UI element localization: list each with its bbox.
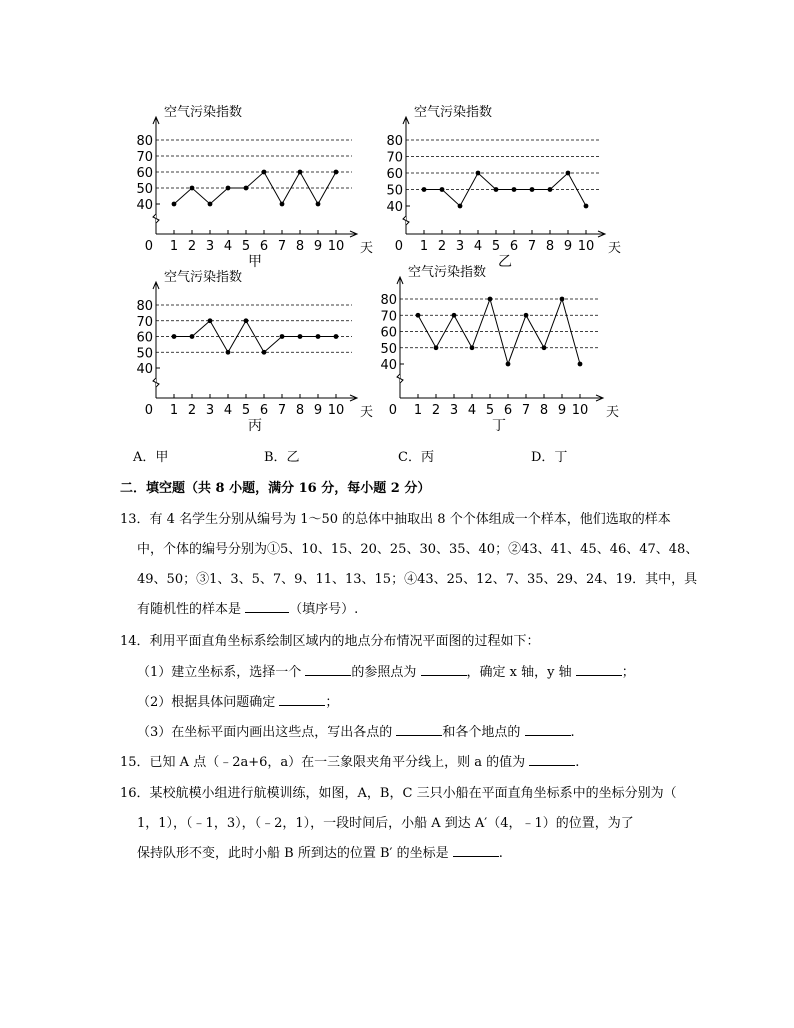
data-point-6 [262, 170, 267, 175]
q14-s3-text-b: 和各个地点的 [442, 725, 525, 740]
xtick-label-6: 6 [503, 403, 513, 418]
ytick-label-70: 70 [136, 314, 153, 330]
data-point-1 [422, 187, 427, 192]
data-point-2 [434, 345, 439, 350]
xtick-label-8: 8 [539, 403, 549, 418]
data-point-8 [298, 170, 303, 175]
q15-answer-blank[interactable] [529, 753, 575, 766]
data-point-7 [524, 313, 529, 318]
option-a[interactable]: A．甲 [133, 450, 169, 465]
ytick-label-50: 50 [136, 346, 153, 362]
q14-step2 [137, 691, 338, 710]
q13-answer-blank[interactable] [245, 600, 289, 613]
xtick-label-1: 1 [169, 239, 179, 254]
axis-break [403, 216, 409, 225]
q13-line2: 中，个体的编号分别为①5、10、15、20、25、30、35、40；②43、41、45、46、47、48、 [137, 542, 699, 557]
origin-label: 0 [144, 239, 153, 254]
ytick-label-40: 40 [136, 198, 153, 213]
section-title: 二．填空题（共 8 小题，满分 16 分，每小题 2 分） [120, 481, 431, 496]
xtick-label-7: 7 [277, 403, 287, 418]
chart-ding [380, 260, 625, 434]
xtick-label-3: 3 [205, 403, 215, 418]
chart-yi-svg [385, 100, 625, 270]
data-point-4 [226, 186, 231, 191]
chart-ytitle: 空气污染指数 [164, 105, 243, 120]
chart-name: 丁 [492, 418, 506, 434]
axis-break [397, 374, 403, 383]
data-point-4 [476, 171, 481, 176]
q13-line3: 49、50；③1、3、5、7、9、11、13、15；④43、25、12、7、35、29、24、19．其中，具 [137, 572, 698, 587]
xtick-label-1: 1 [169, 403, 179, 418]
q14-blank-1[interactable] [305, 663, 351, 676]
ytick-label-80: 80 [380, 293, 397, 308]
data-point-5 [244, 186, 249, 191]
q15-text: 15．已知 A 点（﹣2a+6，a）在一三象限夹角平分线上，则 a 的值为 [120, 755, 530, 770]
option-d[interactable]: D．丁 [531, 450, 568, 465]
data-point-8 [298, 334, 303, 339]
q14-s2-text-b: ； [325, 695, 339, 710]
ytick-label-60: 60 [136, 330, 153, 346]
xtick-label-2: 2 [187, 403, 197, 418]
data-point-10 [334, 334, 339, 339]
xtick-label-5: 5 [241, 239, 251, 254]
ytick-label-60: 60 [136, 166, 153, 181]
ytick-label-40: 40 [386, 200, 403, 215]
xtick-label-7: 7 [527, 239, 537, 254]
q14-s3-text-c: . [570, 725, 575, 740]
xtick-label-5: 5 [491, 239, 501, 254]
q16-line2: 1，1），（﹣1，3），（﹣2，1），一段时间后，小船 A 到达 A′（4，﹣1）的位置，为了 [137, 816, 634, 831]
ytick-label-70: 70 [380, 309, 397, 325]
q14-blank-5[interactable] [396, 723, 442, 736]
data-point-4 [470, 345, 475, 350]
option-c[interactable]: C．丙 [398, 450, 434, 465]
xtick-label-8: 8 [295, 239, 305, 254]
data-point-6 [262, 350, 267, 355]
chart-bing-svg [136, 265, 374, 434]
chart-name: 甲 [248, 254, 262, 270]
q14-s2-text-a: （2）根据具体问题确定 [137, 695, 280, 710]
chart-ytitle: 空气污染指数 [164, 270, 243, 285]
xtick-label-5: 5 [241, 403, 251, 418]
origin-label: 0 [388, 403, 397, 418]
xtick-label-9: 9 [563, 239, 573, 254]
q14-blank-4[interactable] [279, 693, 325, 706]
xtick-label-1: 1 [419, 239, 429, 254]
ytick-label-80: 80 [386, 134, 403, 149]
data-point-3 [452, 313, 457, 318]
x-unit-label: 天 [360, 405, 374, 420]
x-unit-label: 天 [608, 241, 622, 256]
xtick-label-10: 10 [577, 239, 595, 254]
chart-bing [136, 265, 374, 434]
data-point-5 [488, 297, 493, 302]
data-point-1 [172, 334, 177, 339]
data-point-1 [416, 313, 421, 318]
chart-ding-svg [380, 260, 625, 434]
chart-jia [136, 100, 374, 270]
axis-break [153, 378, 159, 387]
origin-label: 0 [394, 239, 403, 254]
q13-text: 有随机性的样本是 [137, 602, 246, 617]
option-b[interactable]: B．乙 [264, 450, 300, 465]
data-point-1 [172, 202, 177, 207]
xtick-label-4: 4 [467, 403, 477, 418]
q16-text: 保持队形不变，此时小船 B 所到达的位置 B′ 的坐标是 [137, 846, 453, 861]
q16-line3 [137, 842, 503, 861]
xtick-label-8: 8 [545, 239, 555, 254]
xtick-label-7: 7 [277, 239, 287, 254]
ytick-label-70: 70 [136, 150, 153, 165]
ytick-label-40: 40 [380, 358, 397, 373]
xtick-label-9: 9 [313, 403, 323, 418]
xtick-label-9: 9 [313, 239, 323, 254]
data-point-10 [334, 170, 339, 175]
chart-ytitle: 空气污染指数 [408, 265, 487, 280]
xtick-label-10: 10 [327, 239, 345, 254]
xtick-label-1: 1 [413, 403, 423, 418]
xtick-label-9: 9 [557, 403, 567, 418]
data-point-5 [494, 187, 499, 192]
data-point-8 [542, 345, 547, 350]
xtick-label-3: 3 [205, 239, 215, 254]
chart-ytitle: 空气污染指数 [414, 105, 493, 120]
xtick-label-2: 2 [431, 403, 441, 418]
ytick-label-70: 70 [386, 150, 403, 166]
data-point-6 [512, 187, 517, 192]
data-point-3 [208, 202, 213, 207]
xtick-label-6: 6 [259, 239, 269, 254]
origin-label: 0 [144, 403, 153, 418]
xtick-label-7: 7 [521, 403, 531, 418]
q14-blank-2[interactable] [421, 663, 467, 676]
chart-name: 乙 [498, 254, 512, 270]
chart-name: 丙 [248, 418, 262, 434]
data-point-7 [280, 202, 285, 207]
ytick-label-60: 60 [380, 325, 397, 341]
xtick-label-5: 5 [485, 403, 495, 418]
q14-s1-text-c: ，确定 x 轴，y 轴 [466, 665, 576, 680]
q14-s3-text-a: （3）在坐标平面内画出这些点，写出各点的 [137, 725, 397, 740]
data-point-7 [530, 187, 535, 192]
q14-step3 [137, 721, 575, 740]
xtick-label-2: 2 [437, 239, 447, 254]
q15-end: . [575, 755, 580, 770]
ytick-label-50: 50 [136, 182, 153, 197]
chart-yi [385, 100, 625, 269]
ytick-label-80: 80 [136, 134, 153, 149]
data-point-6 [506, 362, 511, 367]
data-point-9 [560, 297, 565, 302]
data-point-2 [190, 186, 195, 191]
answer-options [133, 446, 693, 464]
q14-s1-text-b: 的参照点为 [351, 665, 421, 680]
q16-answer-blank[interactable] [453, 844, 499, 857]
xtick-label-4: 4 [473, 239, 483, 254]
chart-jia-svg [136, 100, 374, 270]
xtick-label-6: 6 [509, 239, 519, 254]
data-point-10 [584, 204, 589, 209]
data-point-10 [578, 362, 583, 367]
data-point-4 [226, 350, 231, 355]
xtick-label-4: 4 [223, 403, 233, 418]
ytick-label-50: 50 [386, 183, 403, 199]
q14-s1-text-a: （1）建立坐标系，选择一个 [137, 665, 306, 680]
xtick-label-3: 3 [455, 239, 465, 254]
data-point-3 [458, 204, 463, 209]
data-point-9 [566, 171, 571, 176]
q15-line [120, 751, 579, 770]
q13-line1: 13．有 4 名学生分别从编号为 1～50 的总体中抽取出 8 个个体组成一个样本，他们选取的样本 [120, 512, 671, 527]
q14-line1: 14．利用平面直角坐标系绘制区域内的地点分布情况平面图的过程如下： [120, 634, 540, 649]
data-point-5 [244, 318, 249, 323]
xtick-label-3: 3 [449, 403, 459, 418]
xtick-label-10: 10 [571, 403, 589, 418]
q14-blank-3[interactable] [576, 663, 622, 676]
data-point-2 [190, 334, 195, 339]
xtick-label-8: 8 [295, 403, 305, 418]
data-point-2 [440, 187, 445, 192]
ytick-label-60: 60 [386, 167, 403, 182]
x-unit-label: 天 [360, 241, 374, 256]
data-point-9 [316, 202, 321, 207]
axis-break [153, 214, 159, 223]
data-point-7 [280, 334, 285, 339]
q13-line4 [137, 598, 358, 617]
q14-s1-text-d: ； [621, 665, 635, 680]
x-unit-label: 天 [606, 405, 620, 420]
ytick-label-40: 40 [136, 362, 153, 377]
q16-line1: 16．某校航模小组进行航模训练，如图，A，B，C 三只小船在平面直角坐标系中的坐标分别为（ [120, 786, 677, 801]
q16-end: . [498, 846, 503, 861]
data-point-8 [548, 187, 553, 192]
q14-step1 [137, 661, 635, 680]
xtick-label-10: 10 [327, 403, 345, 418]
q14-blank-6[interactable] [525, 723, 571, 736]
data-point-3 [208, 318, 213, 323]
q13-hint: （填序号）. [289, 602, 359, 617]
ytick-label-80: 80 [136, 299, 153, 314]
xtick-label-2: 2 [187, 239, 197, 254]
data-point-9 [316, 334, 321, 339]
xtick-label-4: 4 [223, 239, 233, 254]
xtick-label-6: 6 [259, 403, 269, 418]
ytick-label-50: 50 [380, 341, 397, 357]
